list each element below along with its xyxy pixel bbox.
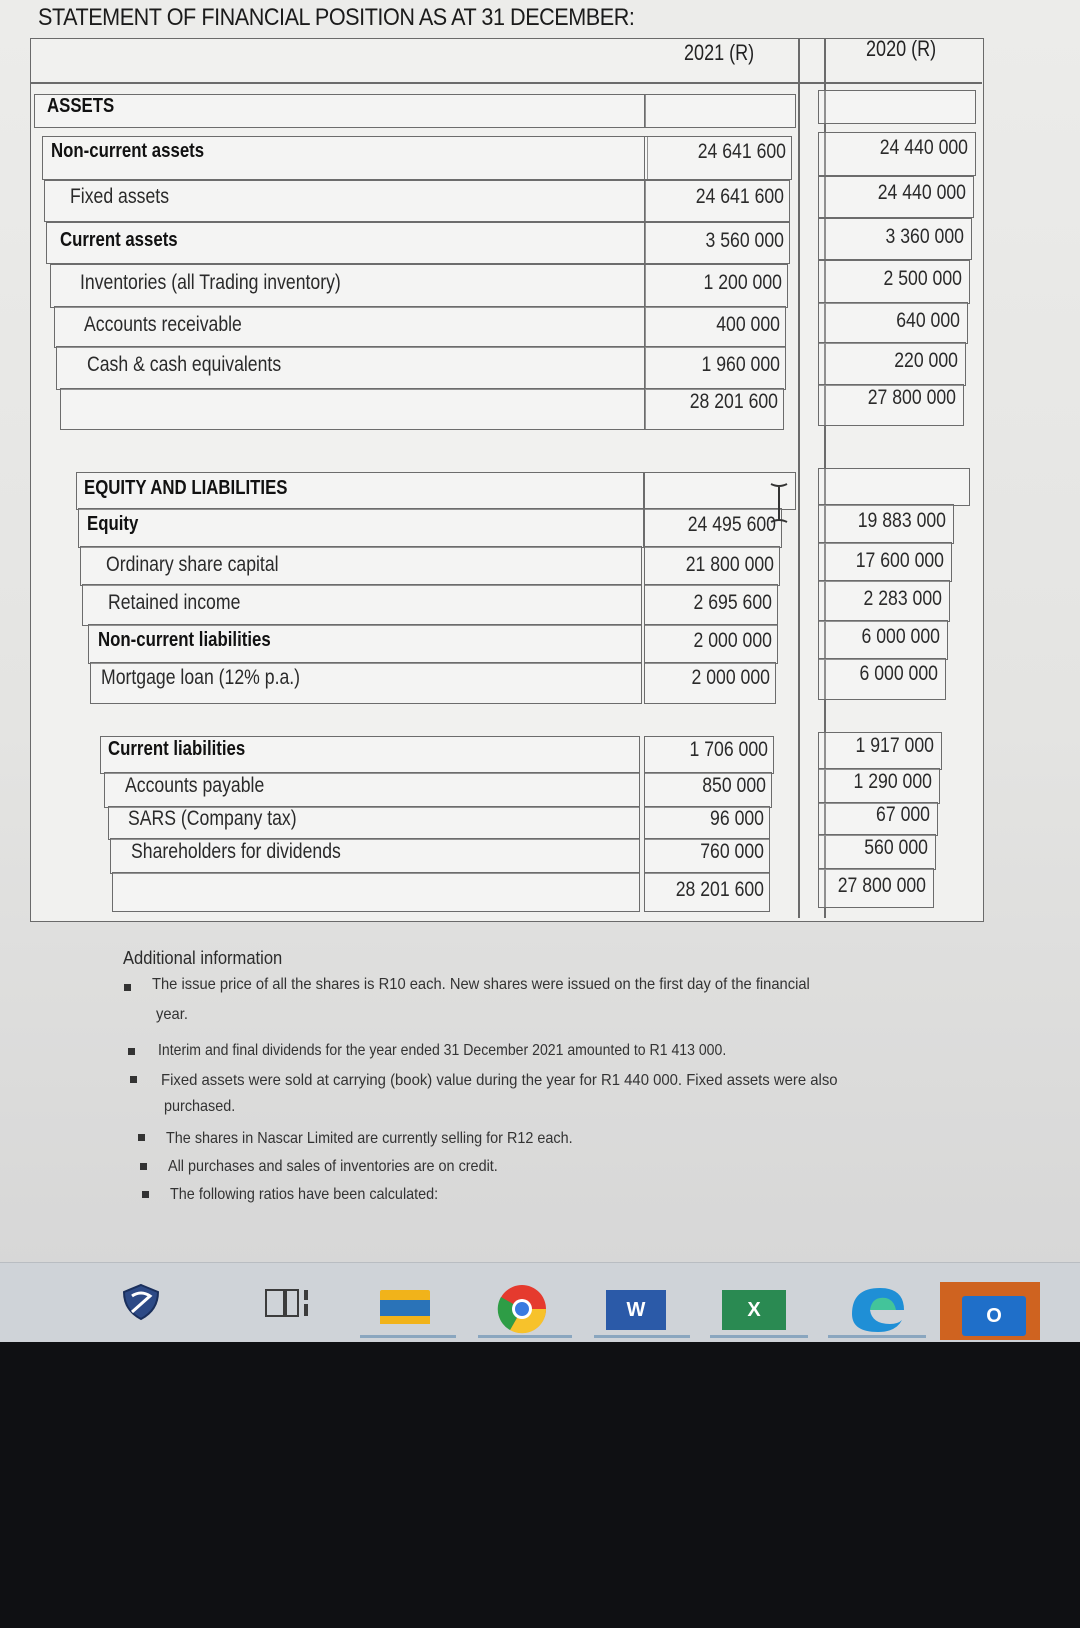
value-2021: 400 000 [716, 313, 780, 336]
row-label: Accounts payable [125, 774, 265, 797]
value-2020: 2 283 000 [863, 587, 942, 610]
bullet-icon [142, 1191, 149, 1198]
row-label: Accounts receivable [84, 313, 242, 336]
value-2021: 21 800 000 [685, 553, 774, 576]
task-view-icon[interactable] [262, 1284, 318, 1324]
value-2020: 27 800 000 [867, 386, 956, 409]
additional-info-item: All purchases and sales of inventories are on credit. [168, 1158, 498, 1175]
bullet-icon [124, 984, 131, 991]
row-label: Retained income [108, 591, 241, 614]
value-2020: 3 360 000 [885, 225, 964, 248]
row-label: Non-current assets [51, 140, 205, 162]
additional-info-item: The issue price of all the shares is R10 each. New shares were issued on the first day of the financial [152, 976, 810, 993]
row-label: Inventories (all Trading inventory) [80, 271, 341, 294]
value-2021: 1 960 000 [701, 353, 780, 376]
value-2021: 850 000 [702, 774, 766, 797]
chrome-icon[interactable] [496, 1283, 548, 1335]
bullet-icon [138, 1134, 145, 1141]
value-2020: 24 440 000 [877, 181, 966, 204]
row-label: Current liabilities [108, 738, 246, 760]
row-label: Current assets [60, 229, 178, 251]
value-2021: 28 201 600 [689, 390, 778, 413]
value-2020: 560 000 [864, 836, 928, 859]
bank-logo-icon[interactable] [120, 1282, 162, 1322]
edge-icon[interactable] [846, 1284, 910, 1334]
excel-icon[interactable]: X [722, 1290, 786, 1330]
row-label: ASSETS [47, 95, 115, 117]
value-2020: 19 883 000 [857, 509, 946, 532]
bullet-icon [128, 1048, 135, 1055]
dark-bezel [0, 1342, 1080, 1628]
statement-title: STATEMENT OF FINANCIAL POSITION AS AT 31 DECEMBER: [38, 4, 635, 31]
row-label: SARS (Company tax) [128, 807, 297, 830]
value-2021: 2 000 000 [693, 629, 772, 652]
row-label-cell [112, 872, 640, 912]
additional-info-item: purchased. [164, 1098, 236, 1115]
word-icon[interactable]: W [606, 1290, 666, 1330]
bullet-icon [130, 1076, 137, 1083]
file-explorer-icon[interactable] [378, 1286, 432, 1326]
value-2020: 1 290 000 [853, 770, 932, 793]
value-2020: 6 000 000 [859, 662, 938, 685]
value-2020: 17 600 000 [855, 549, 944, 572]
value-2020: 2 500 000 [883, 267, 962, 290]
additional-info-item: Interim and final dividends for the year ended 31 December 2021 amounted to R1 413 000. [158, 1042, 727, 1059]
additional-info-item: The shares in Nascar Limited are currently selling for R12 each. [166, 1130, 573, 1147]
additional-info-item: The following ratios have been calculated: [170, 1186, 439, 1203]
value-2021: 24 641 600 [697, 140, 786, 163]
row-label: Cash & cash equivalents [87, 353, 282, 376]
cell-2020 [818, 468, 970, 506]
row-label: EQUITY AND LIABILITIES [84, 477, 288, 499]
row-label: Equity [87, 513, 139, 535]
row-label-cell [34, 94, 646, 128]
value-2020: 640 000 [896, 309, 960, 332]
value-2021: 2 000 000 [691, 666, 770, 689]
bullet-icon [140, 1163, 147, 1170]
outlook-icon[interactable]: O [962, 1296, 1026, 1336]
row-label: Ordinary share capital [106, 553, 279, 576]
value-2021: 24 641 600 [695, 185, 784, 208]
value-2021: 3 560 000 [705, 229, 784, 252]
cell-2020 [818, 90, 976, 124]
additional-info-item: Fixed assets were sold at carrying (book) value during the year for R1 440 000. Fixed assets were also [161, 1072, 838, 1089]
value-2021: 1 200 000 [703, 271, 782, 294]
value-2021: 2 695 600 [693, 591, 772, 614]
value-2021: 96 000 [710, 807, 764, 830]
row-label: Non-current liabilities [98, 629, 271, 651]
value-2020: 67 000 [876, 803, 930, 826]
additional-info-item: year. [156, 1006, 188, 1023]
cell-2021 [644, 94, 796, 128]
value-2021: 24 495 600 [687, 513, 776, 536]
row-label: Fixed assets [70, 185, 170, 208]
value-2020: 220 000 [894, 349, 958, 372]
row-label: Mortgage loan (12% p.a.) [101, 666, 301, 689]
value-2020: 27 800 000 [837, 874, 926, 897]
column-header-2020: 2020 (R) [866, 36, 937, 61]
value-2020: 6 000 000 [861, 625, 940, 648]
row-label-cell [60, 388, 646, 430]
row-label-cell [78, 508, 644, 548]
value-2020: 24 440 000 [879, 136, 968, 159]
value-2021: 1 706 000 [689, 738, 768, 761]
row-label: Shareholders for dividends [131, 840, 341, 863]
column-header-2021: 2021 (R) [684, 40, 755, 65]
value-2020: 1 917 000 [855, 734, 934, 757]
text-cursor-icon [768, 482, 790, 524]
value-2021: 28 201 600 [675, 878, 764, 901]
additional-info-title: Additional information [123, 948, 283, 968]
value-2021: 760 000 [700, 840, 764, 863]
